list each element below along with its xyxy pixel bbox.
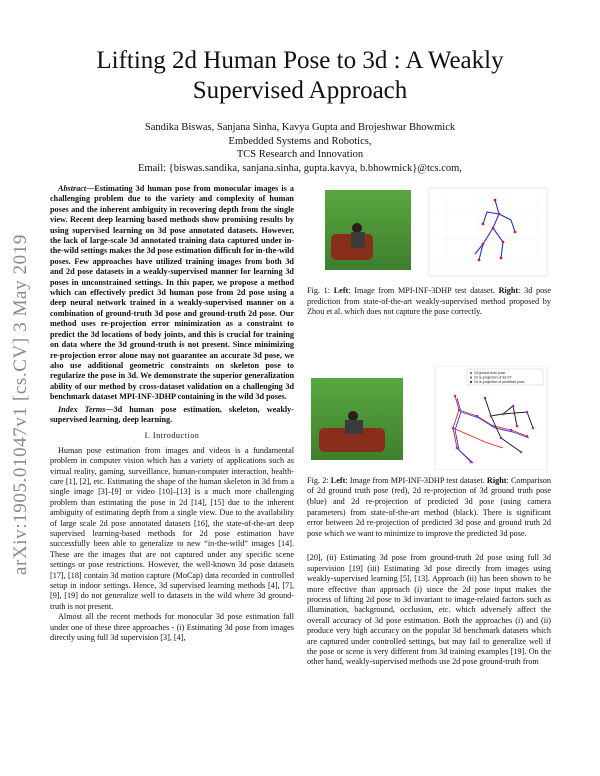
- figure-2: [307, 366, 551, 470]
- figure-1-graphic: [307, 184, 551, 280]
- email: Email: {biswas.sandika, sanjana.sinha, gupta.kavya, b.bhowmick}@tcs.com,: [138, 162, 462, 174]
- fig1-person-body: [351, 232, 365, 248]
- affiliation-1: Embedded Systems and Robotics,: [228, 135, 372, 147]
- title-line-1: Lifting 2d Human Pose to 3d : A Weakly: [96, 47, 504, 74]
- right-column: [307, 184, 551, 668]
- figure-2-graphic: [307, 366, 551, 470]
- abstract-label: Abstract: [58, 184, 87, 193]
- fig2-person-head: [348, 411, 358, 421]
- title-line-2: Supervised Approach: [192, 77, 408, 104]
- fig2-legend-item: 2d ground truth pose: [474, 370, 506, 375]
- fig2-legend-item: 2d re-projection of 3d GT: [474, 375, 512, 380]
- fig1-plot-frame: [429, 188, 547, 276]
- right-column-body: [20], (ii) Estimating 3d pose from ground-truth 2d pose using full 3d supervision [19] (iii) Estimating 3d pose directly from images using weakly-supervised learning [5], [13]. Approach (ii) has been shown to be more effective than approach (i) since the 2d pose input makes the process of lifting 2d pose to 3d invariant to image-related factors such as illumination, background, occlusion, etc. which adversely affect the overall accuracy of 3d pose estimation. Both the approaches (i) and (ii) produce very high accuracy on the popular 3d benchmark datasets which are captured under controlled settings, but may fail to generalize well if the pose or scene is very different from 3d training examples [19]. On the other hand, weakly-supervised methods use 2d pose ground-truth from: [307, 553, 551, 667]
- index-text: —3d human pose estimation, skeleton, weakly-supervised learning, deep learning.: [50, 404, 294, 424]
- authors: Sandika Biswas, Sanjana Sinha, Kavya Gupta and Brojeshwar Bhowmick: [144, 122, 456, 133]
- figure-1-caption: Fig. 1: Left: Image from MPI-INF-3DHP test dataset. Right: 3d pose prediction from state-of-the-art weakly-supervised method proposed by Zhou et al. which does not capture the pose correctly.: [307, 286, 551, 317]
- index-label: Index Terms: [58, 404, 106, 414]
- arxiv-stamp: arXiv:1905.01047v1 [cs.CV] 3 May 2019: [10, 234, 31, 575]
- intro-paragraph-1: Human pose estimation from images and videos is a fundamental problem in computer vision which has a variety of applications such as virtual reality, gaming, surveillance, human-computer interaction, health-care [1], [2], etc. Estimating the shape of the human skeleton in 3d from a single image [3]–[9] or video [10]–[13] is a much more challenging problem than estimating the pose in 2d [14], [15] due to the inherent ambiguity of estimating depth from a single view. Due to the availability of large scale 2d pose annotated datasets [16], the state-of-the-art deep supervised learning-based methods for 2d pose estimation have successfully been able to generalize to new “in-the-wild” images [14]. These are the images that are not captured under any specific scene settings or pose restrictions. However, the well-known 3d pose datasets [17], [18] contain 3d motion capture (MoCap) data recorded in controlled setup in indoor settings. Hence, 3d supervised learning methods [4], [7], [9], [19] do not generalize well to datasets in the wild where 3d ground-truth is not present.: [50, 445, 294, 611]
- abstract-text: —Estimating 3d human pose from monocular images is a challenging problem due to the variety and complexity of human poses and the inherent ambiguity in recovering depth from the single view. Recent deep learning based methods show promising results by using supervised learning on 3d pose annotated datasets. However, the lack of large-scale 3d annotated training data captured under in-the-wild settings makes the 3d pose estimation difficult for in-the-wild poses. Few approaches have utilized training images from both 3d and 2d pose datasets in a weakly-supervised manner for learning 3d poses in unconstrained settings. In this paper, we propose a method which can effectively predict 3d human pose from 2d pose using a deep neural network trained in a weakly-supervised manner on a combination of ground-truth 3d pose and ground-truth 2d pose. Our method uses re-projection error minimization as a constraint to predict the 3d locations of body joints, and this is crucial for training on data where the 3d ground-truth is not present. Since minimizing re-projection error alone may not guarantee an accurate 3d pose, we also use additional geometric constraints on skeleton pose to regularize the pose in 3d. We demonstrate the superior generalization ability of our method by cross-dataset validation on a challenging 3d benchmark dataset MPI-INF-3DHP containing in the wild 3d poses.: [50, 184, 294, 402]
- fig2-legend: [467, 369, 543, 385]
- left-column: [50, 184, 294, 643]
- fig2-legend-item: 2d re-projection of predicted pose: [474, 379, 525, 384]
- figure-1: [307, 184, 551, 280]
- section-heading: I. Introduction: [144, 431, 200, 441]
- fig1-person-head: [352, 223, 362, 233]
- figure-2-caption: Fig. 2: Left: Image from MPI-INF-3DHP test dataset. Right: Comparison of 2d ground truth pose (red), 2d re-projection of 3d ground truth pose (blue) and 2d re-projection of predicted 3d pose (using camera parameters) from state-of-the-art method (black). There is significant error between 2d re-projection of predicted 3d pose and ground truth 2d pose which we want to minimize to improve the predicted 3d pose.: [307, 475, 551, 538]
- author-block: [60, 121, 540, 175]
- abstract: [50, 184, 294, 403]
- intro-paragraph-2: Almost all the recent methods for monocular 3d pose estimation fall under one of these three approaches - (i) Estimating 3d pose from images directly using full 3d supervision [3], [4],: [50, 612, 294, 643]
- affiliation-2: TCS Research and Innovation: [236, 149, 364, 160]
- fig2-person-body: [345, 420, 363, 434]
- paper-title: [60, 46, 540, 106]
- index-terms: [50, 405, 294, 426]
